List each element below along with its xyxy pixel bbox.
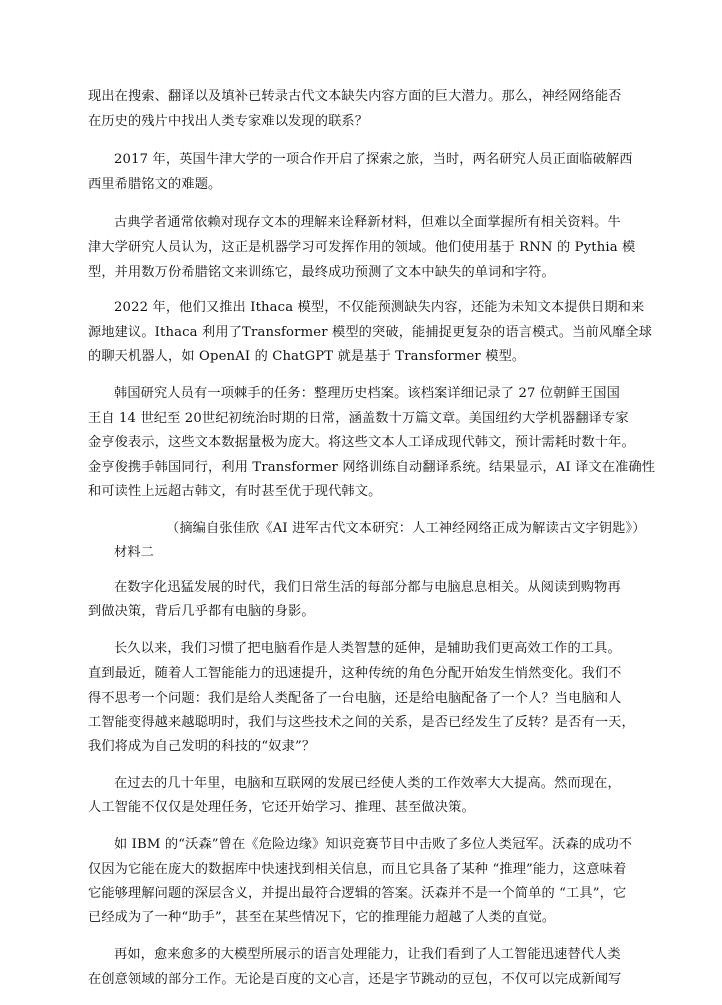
paragraph-line: 金亨俊携手韩国同行，利用 Transformer 网络训练自动翻译系统。结果显示，AI 译文在准确性: [88, 460, 656, 475]
section-heading: 材料二: [114, 545, 155, 560]
paragraph-line: 直到最近，随着人工智能能力的迅速提升，这种传统的角色分配开始发生悄然变化。我们不: [88, 666, 622, 681]
paragraph-line: 2017 年，英国牛津大学的一项合作开启了探索之旅，当时，两名研究人员正面临破解西: [114, 152, 633, 167]
paragraph-line: 已经成为了一种“助手”，甚至在某些情况下，它的推理能力超越了人类的直觉。: [88, 910, 556, 925]
source-citation: （摘编自张佳欣《AI 进军古代文本研究：人工神经网络正成为解读古文字钥匙》）: [166, 521, 646, 536]
paragraph-line: 在创意领域的部分工作。无论是百度的文心言，还是字节跳动的豆包，不仅可以完成新闻写: [88, 972, 622, 987]
paragraph-line: 在历史的残片中找出人类专家难以发现的联系？: [88, 114, 369, 129]
paragraph-line: 2022 年，他们又推出 Ithaca 模型，不仅能预测缺失内容，还能为未知文本提供日期和来: [114, 300, 645, 315]
paragraph-line: 和可读性上远超古韩文，有时甚至优于现代韩文。: [88, 484, 382, 499]
paragraph-line: 到做决策，背后几乎都有电脑的身影。: [88, 604, 315, 619]
paragraph-line: 源地建议。Ithaca 利用了Transformer 模型的突破，能捕捉更复杂的语言模式。当前风靡全球: [88, 325, 653, 340]
paragraph-line: 长久以来，我们习惯了把电脑看作是人类智慧的延伸，是辅助我们更高效工作的工具。: [114, 641, 621, 656]
paragraph-line: 金亨俊表示，这些文本数据量极为庞大。将这些文本人工译成现代韩文，预计需耗时数十年。: [88, 435, 635, 450]
paragraph-line: 在数字化迅猛发展的时代，我们日常生活的每部分都与电脑息息相关。从阅读到购物再: [114, 580, 621, 595]
paragraph-line: 如 IBM 的“沃森”曾在《危险边缘》知识竞赛节目中击败了多位人类冠军。沃森的成功不: [114, 837, 633, 852]
paragraph-line: 的聊天机器人，如 OpenAI 的 ChatGPT 就是基于 Transformer 模型。: [88, 349, 526, 364]
paragraph-line: 现出在搜索、翻译以及填补已转录古代文本缺失内容方面的巨大潜力。那么，神经网络能否: [88, 89, 622, 104]
paragraph-line: 得不思考一个问题：我们是给人类配备了一台电脑，还是给电脑配备了一个人？当电脑和人: [88, 691, 622, 706]
paragraph-line: 韩国研究人员有一项棘手的任务：整理历史档案。该档案详细记录了 27 位朝鲜王国国: [114, 386, 620, 401]
paragraph-line: 津大学研究人员认为，这正是机器学习可发挥作用的领域。他们使用基于 RNN 的 Pythia 模: [88, 240, 636, 255]
paragraph-line: 它能够理解问题的深层含义，并提出最符合逻辑的答案。沃森并不是一个简单的 “工具”，它: [88, 886, 627, 901]
paragraph-line: 在过去的几十年里，电脑和互联网的发展已经使人类的工作效率大大提高。然而现在，: [114, 776, 621, 791]
paragraph-line: 人工智能不仅仅是处理任务，它还开始学习、推理、甚至做决策。: [88, 800, 475, 815]
paragraph-line: 仅因为它能在庞大的数据库中快速找到相关信息，而且它具备了某种 “推理”能力，这意味着: [88, 862, 627, 877]
paragraph-line: 我们将成为自己发明的科技的“奴隶”？: [88, 739, 316, 754]
paragraph-line: 再如，愈来愈多的大模型所展示的语言处理能力，让我们看到了人工智能迅速替代人类: [114, 947, 621, 962]
paragraph-line: 型，并用数万份希腊铭文来训练它，最终成功预测了文本中缺失的单词和字符。: [88, 265, 555, 280]
paragraph-line: 工智能变得越来越聪明时，我们与这些技术之间的关系，是否已经发生了反转？是否有一天，: [88, 715, 635, 730]
paragraph-line: 西里希腊铭文的难题。: [88, 177, 222, 192]
paragraph-line: 王自 14 世纪至 20世纪初统治时期的日常，涵盖数十万篇文章。美国纽约大学机器翻译专家: [88, 411, 629, 426]
paragraph-line: 古典学者通常依赖对现存文本的理解来诠释新材料，但难以全面掌握所有相关资料。牛: [114, 215, 621, 230]
